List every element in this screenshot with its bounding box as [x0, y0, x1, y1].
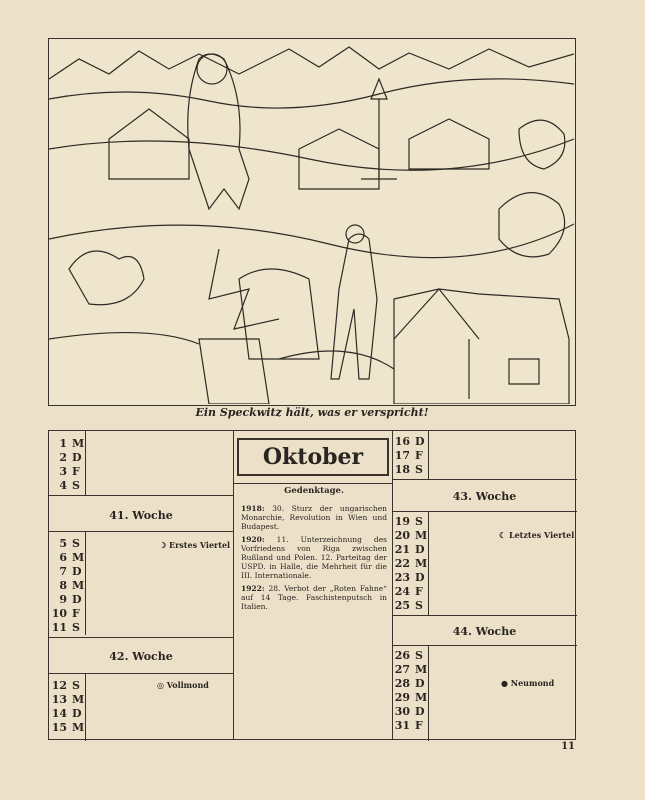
gedenktag-1922: 1922: 28. Verbot der „Roten Fahne“ auf 14 Tage. Faschistenputsch in Italien. — [241, 584, 387, 611]
column-divider — [233, 431, 234, 739]
day-28: 28 D — [394, 677, 425, 690]
row-divider — [392, 479, 577, 480]
day-22: 22 M — [394, 557, 428, 570]
day-23: 23 D — [394, 571, 425, 584]
day-17: 17 F — [394, 449, 423, 462]
week-44-label: 44. Woche — [452, 625, 517, 638]
day-27: 27 M — [394, 663, 428, 676]
day-13: 13 M — [51, 693, 85, 706]
row-divider — [233, 483, 392, 484]
row-divider — [49, 637, 233, 638]
day-7: 7 D — [59, 565, 82, 578]
illustration-caption: Ein Speckwitz hält, was er verspricht! — [195, 406, 429, 419]
day-3: 3 F — [59, 465, 80, 478]
day-11: 11 S — [51, 621, 80, 634]
day-12: 12 S — [51, 679, 80, 692]
gedenktag-1918: 1918: 30. Sturz der ungarischen Monarchie, Revolution in Wien und Budapest. — [241, 504, 387, 531]
row-divider — [49, 495, 233, 496]
gedenktag-1920: 1920: 11. Unterzeichnung des Vorfriedens von Riga zwischen Rußland und Polen. 12. Parteitag der USPD. in Halle, die Mehrheit für die III. Internationale. — [241, 535, 387, 580]
day-30: 30 D — [394, 705, 425, 718]
gedenktage-heading: Gedenktage. — [284, 486, 344, 496]
day-18: 18 S — [394, 463, 423, 476]
woodcut-landscape-image — [49, 39, 574, 404]
day-24: 24 F — [394, 585, 423, 598]
day-1: 1 M — [59, 437, 85, 450]
day-26: 26 S — [394, 649, 423, 662]
week-43-label: 43. Woche — [452, 490, 517, 503]
month-title: Oktober — [237, 438, 389, 476]
week-41-label: 41. Woche — [109, 509, 173, 522]
day-16: 16 D — [394, 435, 425, 448]
full-moon-icon: ◎ — [157, 680, 167, 690]
day-29: 29 M — [394, 691, 428, 704]
day-31: 31 F — [394, 719, 423, 732]
day-5: 5 S — [59, 537, 80, 550]
week-42-label: 42. Woche — [109, 650, 173, 663]
first-quarter-moon-icon: ☽ — [159, 540, 169, 550]
day-4: 4 S — [59, 479, 80, 492]
day-20: 20 M — [394, 529, 428, 542]
new-moon-icon: ● — [501, 678, 511, 688]
full-moon-note: ◎ Vollmond — [157, 680, 209, 690]
calendar-grid — [48, 430, 576, 740]
day-14: 14 D — [51, 707, 82, 720]
day-15: 15 M — [51, 721, 85, 734]
day-25: 25 S — [394, 599, 423, 612]
last-quarter-moon-icon: ☾ — [499, 530, 509, 540]
day-10: 10 F — [51, 607, 80, 620]
new-moon-note: ● Neumond — [501, 678, 555, 688]
day-2: 2 D — [59, 451, 82, 464]
day-8: 8 M — [59, 579, 85, 592]
row-divider — [392, 615, 577, 616]
first-quarter-note: ☽ Erstes Viertel — [159, 540, 231, 550]
day-21: 21 D — [394, 543, 425, 556]
day-6: 6 M — [59, 551, 85, 564]
illustration — [48, 38, 576, 406]
page-number: 11 — [561, 741, 575, 752]
day-9: 9 D — [59, 593, 82, 606]
day-19: 19 S — [394, 515, 423, 528]
last-quarter-note: ☾ Letztes Viertel — [499, 530, 575, 540]
